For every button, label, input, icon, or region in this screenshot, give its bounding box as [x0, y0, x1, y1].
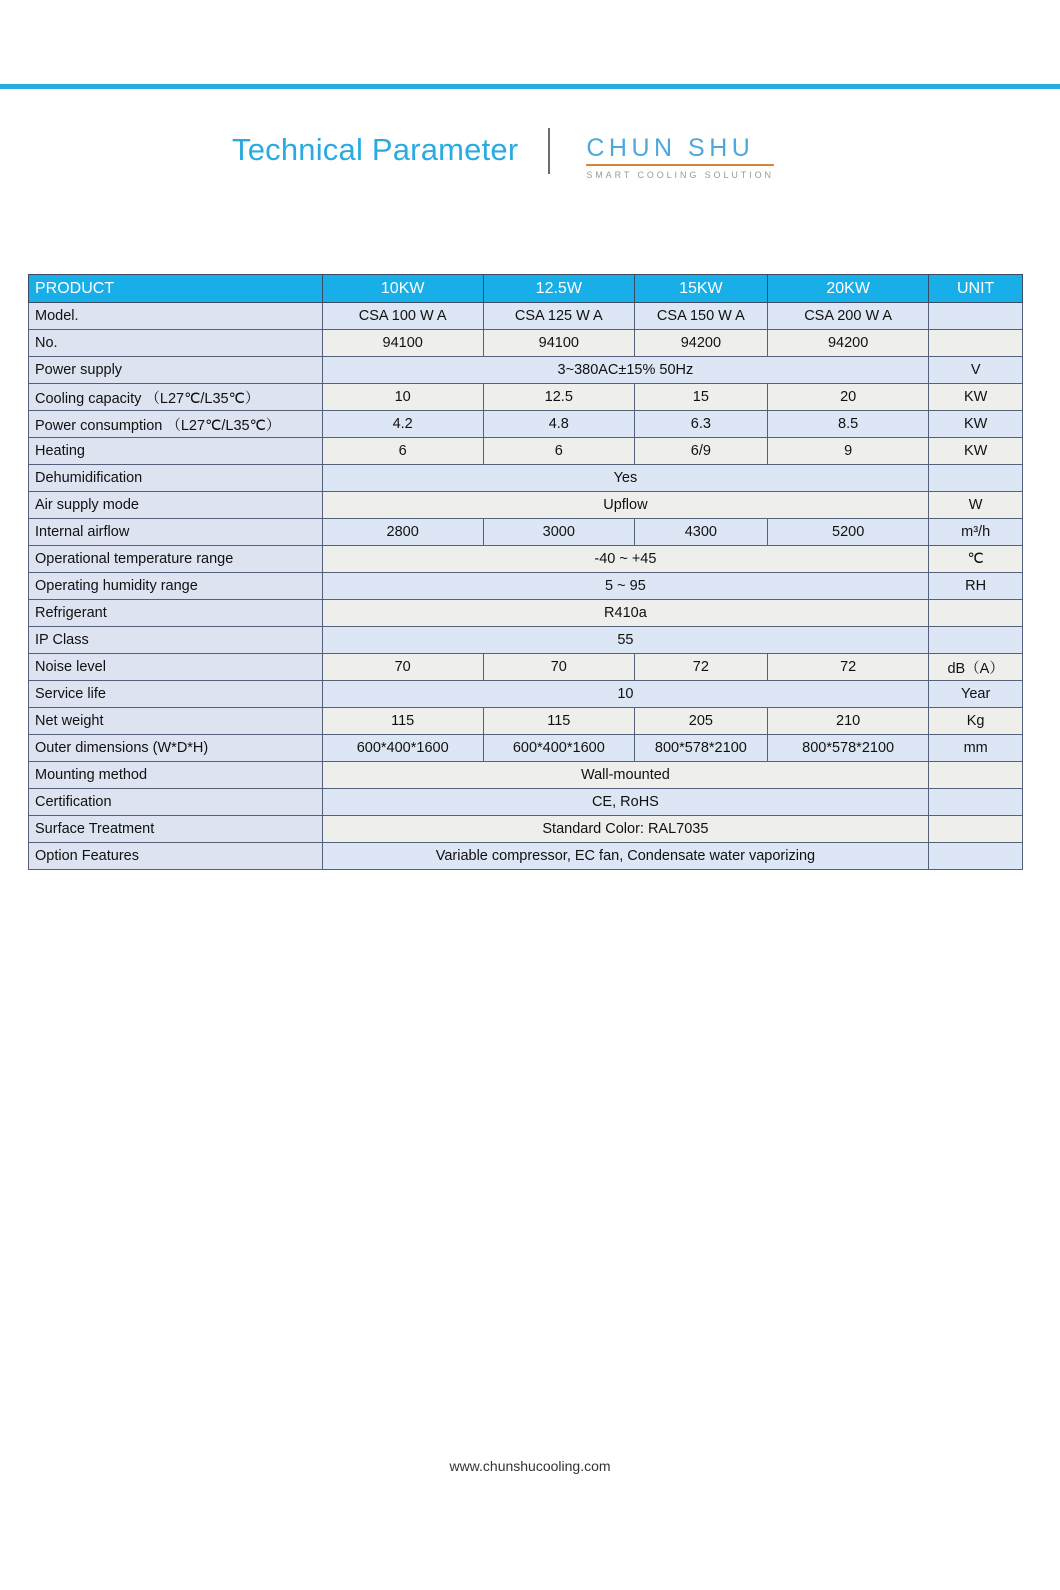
- row-label: Surface Treatment: [29, 816, 323, 843]
- row-label: Internal airflow: [29, 519, 323, 546]
- technical-parameter-table: [28, 274, 1023, 870]
- brand-logo: [586, 134, 774, 181]
- title-divider: [548, 128, 550, 174]
- row-value: 600*400*1600: [483, 735, 634, 762]
- row-value: 5200: [767, 519, 928, 546]
- row-value: 70: [322, 654, 483, 681]
- table-row: [29, 816, 1023, 843]
- row-unit: KW: [929, 438, 1023, 465]
- column-header-product: PRODUCT: [29, 275, 323, 303]
- table-row: [29, 303, 1023, 330]
- row-unit: V: [929, 357, 1023, 384]
- row-value: 800*578*2100: [767, 735, 928, 762]
- column-header-10kw: 10KW: [322, 275, 483, 303]
- table-row: [29, 330, 1023, 357]
- row-value: 72: [634, 654, 767, 681]
- table-row: [29, 357, 1023, 384]
- row-value: 94200: [634, 330, 767, 357]
- table-row: [29, 708, 1023, 735]
- row-value-merged: Standard Color: RAL7035: [322, 816, 929, 843]
- row-label: Noise level: [29, 654, 323, 681]
- row-unit: [929, 627, 1023, 654]
- row-unit: dB（A）: [929, 654, 1023, 681]
- row-unit: [929, 330, 1023, 357]
- row-value: 6/9: [634, 438, 767, 465]
- row-value: 70: [483, 654, 634, 681]
- row-label: Model.: [29, 303, 323, 330]
- row-value-merged: Variable compressor, EC fan, Condensate water vaporizing: [322, 843, 929, 870]
- row-value: 15: [634, 384, 767, 411]
- row-value: CSA 200 W A: [767, 303, 928, 330]
- row-unit: ℃: [929, 546, 1023, 573]
- row-unit: Year: [929, 681, 1023, 708]
- row-label: Air supply mode: [29, 492, 323, 519]
- page-header: [0, 128, 1060, 200]
- column-header-unit: UNIT: [929, 275, 1023, 303]
- table-row: [29, 465, 1023, 492]
- table-row: [29, 519, 1023, 546]
- table-row: [29, 843, 1023, 870]
- row-value: 115: [483, 708, 634, 735]
- row-label: Dehumidification: [29, 465, 323, 492]
- row-value: 205: [634, 708, 767, 735]
- row-value: 94100: [483, 330, 634, 357]
- table-row: [29, 411, 1023, 438]
- row-value-merged: 10: [322, 681, 929, 708]
- table-row: [29, 735, 1023, 762]
- row-unit: [929, 600, 1023, 627]
- row-value-merged: 55: [322, 627, 929, 654]
- row-label: No.: [29, 330, 323, 357]
- row-label: Operational temperature range: [29, 546, 323, 573]
- row-unit: W: [929, 492, 1023, 519]
- row-unit: mm: [929, 735, 1023, 762]
- row-label: Option Features: [29, 843, 323, 870]
- header-inner: [232, 128, 774, 181]
- table-row: [29, 627, 1023, 654]
- row-label: Power supply: [29, 357, 323, 384]
- column-header-15kw: 15KW: [634, 275, 767, 303]
- page-title: Technical Parameter: [232, 132, 519, 167]
- row-value: 4300: [634, 519, 767, 546]
- row-value-merged: -40 ~ +45: [322, 546, 929, 573]
- row-value: CSA 150 W A: [634, 303, 767, 330]
- table-row: [29, 600, 1023, 627]
- row-label: Certification: [29, 789, 323, 816]
- row-value: 94200: [767, 330, 928, 357]
- row-value: 12.5: [483, 384, 634, 411]
- row-unit: [929, 789, 1023, 816]
- row-value: 4.2: [322, 411, 483, 438]
- row-value-merged: 3~380AC±15% 50Hz: [322, 357, 929, 384]
- row-label: Power consumption （L27℃/L35℃）: [29, 411, 323, 438]
- row-value: 115: [322, 708, 483, 735]
- row-label: IP Class: [29, 627, 323, 654]
- table-row: [29, 438, 1023, 465]
- row-unit: [929, 762, 1023, 789]
- row-value: 8.5: [767, 411, 928, 438]
- table-row: [29, 654, 1023, 681]
- row-value: 800*578*2100: [634, 735, 767, 762]
- row-value: 2800: [322, 519, 483, 546]
- row-label: Mounting method: [29, 762, 323, 789]
- brand-logo-wordmark: CHUN SHU: [586, 134, 755, 162]
- row-unit: RH: [929, 573, 1023, 600]
- row-value-merged: Upflow: [322, 492, 929, 519]
- row-label: Refrigerant: [29, 600, 323, 627]
- row-value-merged: R410a: [322, 600, 929, 627]
- row-unit: Kg: [929, 708, 1023, 735]
- row-unit: m³/h: [929, 519, 1023, 546]
- row-value: 3000: [483, 519, 634, 546]
- column-header-20kw: 20KW: [767, 275, 928, 303]
- table-row: [29, 573, 1023, 600]
- row-unit: KW: [929, 384, 1023, 411]
- row-value-merged: 5 ~ 95: [322, 573, 929, 600]
- table-header-row: [29, 275, 1023, 303]
- row-label: Cooling capacity （L27℃/L35℃）: [29, 384, 323, 411]
- row-value-merged: Yes: [322, 465, 929, 492]
- brand-logo-tagline: SMART COOLING SOLUTION: [586, 170, 774, 180]
- row-label: Net weight: [29, 708, 323, 735]
- row-unit: [929, 843, 1023, 870]
- table-body: [29, 303, 1023, 870]
- row-value: CSA 100 W A: [322, 303, 483, 330]
- table-row: [29, 762, 1023, 789]
- column-header-12-5w: 12.5W: [483, 275, 634, 303]
- row-value: 4.8: [483, 411, 634, 438]
- table-row: [29, 492, 1023, 519]
- spec-table-container: [28, 274, 1023, 870]
- footer-website-url: www.chunshucooling.com: [449, 1458, 611, 1474]
- brand-logo-underline: [586, 164, 774, 166]
- table-row: [29, 789, 1023, 816]
- row-unit: KW: [929, 411, 1023, 438]
- table-row: [29, 384, 1023, 411]
- table-row: [29, 681, 1023, 708]
- row-label: Heating: [29, 438, 323, 465]
- row-unit: [929, 465, 1023, 492]
- row-label: Service life: [29, 681, 323, 708]
- row-unit: [929, 303, 1023, 330]
- row-value-merged: CE, RoHS: [322, 789, 929, 816]
- row-value: 20: [767, 384, 928, 411]
- row-label: Outer dimensions (W*D*H): [29, 735, 323, 762]
- row-value-merged: Wall-mounted: [322, 762, 929, 789]
- top-accent-rule: [0, 84, 1060, 89]
- row-value: 6: [483, 438, 634, 465]
- row-value: 10: [322, 384, 483, 411]
- row-value: 72: [767, 654, 928, 681]
- row-value: 210: [767, 708, 928, 735]
- row-label: Operating humidity range: [29, 573, 323, 600]
- row-value: 9: [767, 438, 928, 465]
- table-row: [29, 546, 1023, 573]
- row-value: 6.3: [634, 411, 767, 438]
- row-unit: [929, 816, 1023, 843]
- row-value: 6: [322, 438, 483, 465]
- row-value: 94100: [322, 330, 483, 357]
- row-value: 600*400*1600: [322, 735, 483, 762]
- row-value: CSA 125 W A: [483, 303, 634, 330]
